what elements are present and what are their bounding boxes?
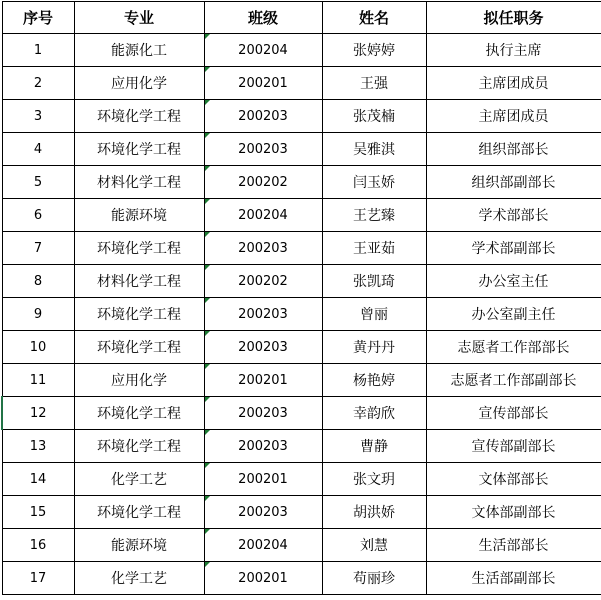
cell-major-text: 化学工艺 [111,571,167,587]
table-row [2,463,601,496]
table-body [2,34,601,595]
cell-seq-text: 14 [29,471,47,487]
cell-class[interactable] [204,232,322,265]
cell-class[interactable] [204,166,322,199]
cell-major-text: 能源化工 [111,43,167,59]
cell-class[interactable] [204,529,322,562]
cell-seq-text: 3 [33,108,43,124]
error-indicator-icon [205,562,210,567]
cell-major[interactable] [74,34,204,67]
cell-major-text: 材料化学工程 [97,274,181,290]
cell-major-text: 材料化学工程 [97,175,181,191]
cell-role[interactable] [426,430,601,463]
cell-class-text: 200202 [238,273,288,289]
cell-seq-text: 6 [33,207,43,223]
cell-seq-text: 5 [33,174,43,190]
cell-class[interactable] [204,463,322,496]
cell-major[interactable] [74,331,204,364]
cell-seq-text: 10 [29,339,47,355]
cell-seq-text: 1 [33,42,43,58]
error-indicator-icon [205,496,210,501]
cell-major[interactable] [74,430,204,463]
cell-name-text: 黄丹丹 [353,340,395,356]
cell-seq[interactable] [2,232,74,265]
table-row [2,199,601,232]
cell-seq[interactable] [2,364,74,397]
cell-name[interactable] [322,232,426,265]
cell-major-text: 应用化学 [111,76,167,92]
cell-class[interactable] [204,265,322,298]
cell-seq[interactable] [2,67,74,100]
cell-seq[interactable] [2,199,74,232]
table-row [2,34,601,67]
header-name[interactable]: 姓名 [322,2,426,34]
cell-class[interactable] [204,331,322,364]
error-indicator-icon [205,529,210,534]
cell-seq-text: 7 [33,240,43,256]
cell-role[interactable] [426,529,601,562]
cell-seq-text: 15 [29,504,47,520]
header-seq[interactable]: 序号 [2,2,74,34]
cell-seq-text: 2 [33,75,43,91]
error-indicator-icon [205,298,210,303]
header-row [2,2,601,34]
cell-role-text: 组织部部长 [478,142,549,158]
cell-seq[interactable] [2,34,74,67]
cell-class-text: 200204 [238,537,288,553]
cell-name-text: 张凯琦 [353,274,395,290]
table-row [2,133,601,166]
cell-role[interactable] [426,364,601,397]
spreadsheet-table [1,1,601,595]
error-indicator-icon [205,397,210,402]
cell-seq-text: 11 [29,372,47,388]
cell-name[interactable] [322,34,426,67]
cell-role-text: 志愿者工作部副部长 [450,373,577,389]
cell-role-text: 文体部副部长 [471,505,556,521]
cell-class-text: 200201 [238,372,288,388]
cell-role-text: 生活部副部长 [471,571,556,587]
cell-name[interactable] [322,397,426,430]
cell-major-text: 环境化学工程 [97,340,181,356]
cell-major[interactable] [74,397,204,430]
cell-role-text: 学术部部长 [478,208,549,224]
cell-seq-text: 17 [29,570,47,586]
cell-role[interactable] [426,298,601,331]
cell-class[interactable] [204,496,322,529]
cell-role[interactable] [426,463,601,496]
cell-role[interactable] [426,199,601,232]
cell-major[interactable] [74,562,204,595]
cell-role[interactable] [426,232,601,265]
cell-name-text: 曾丽 [360,307,388,323]
cell-major[interactable] [74,199,204,232]
cell-name-text: 吴雅淇 [353,142,395,158]
table-row [2,430,601,463]
error-indicator-icon [205,232,210,237]
cell-name[interactable] [322,166,426,199]
cell-class[interactable] [204,133,322,166]
cell-role-text: 办公室主任 [478,274,549,290]
cell-seq-text: 9 [33,306,43,322]
cell-major-text: 环境化学工程 [97,109,181,125]
cell-seq[interactable] [2,265,74,298]
cell-major-text: 应用化学 [111,373,167,389]
cell-class-text: 200204 [238,42,288,58]
header-role[interactable]: 拟任职务 [426,2,601,34]
cell-major-text: 环境化学工程 [97,505,181,521]
cell-name-text: 王亚茹 [353,241,395,257]
cell-seq[interactable] [2,166,74,199]
cell-major-text: 环境化学工程 [97,142,181,158]
cell-major-text: 化学工艺 [111,472,167,488]
cell-role-text: 主席团成员 [478,76,549,92]
cell-major-text: 环境化学工程 [97,439,181,455]
cell-name-text: 王艺臻 [353,208,395,224]
cell-class[interactable] [204,430,322,463]
cell-class-text: 200203 [238,240,288,256]
cell-name[interactable] [322,133,426,166]
error-indicator-icon [205,100,210,105]
cell-seq-text: 8 [33,273,43,289]
cell-major[interactable] [74,529,204,562]
cell-name[interactable] [322,298,426,331]
cell-seq[interactable] [2,331,74,364]
cell-name[interactable] [322,364,426,397]
table-row [2,364,601,397]
table-row [2,529,601,562]
cell-class-text: 200203 [238,504,288,520]
table-row [2,298,601,331]
cell-major-text: 能源环境 [111,208,167,224]
cell-class[interactable] [204,199,322,232]
cell-class[interactable] [204,100,322,133]
table-row [2,100,601,133]
cell-seq-text: 13 [29,438,47,454]
cell-class-text: 200201 [238,570,288,586]
error-indicator-icon [205,166,210,171]
cell-name-text: 曹静 [360,439,388,455]
cell-seq[interactable] [2,100,74,133]
cell-role[interactable] [426,67,601,100]
cell-name-text: 张文玥 [353,472,395,488]
cell-name[interactable] [322,562,426,595]
cell-name[interactable] [322,529,426,562]
cell-role-text: 主席团成员 [478,109,549,125]
cell-role-text: 学术部副部长 [471,241,556,257]
cell-name-text: 闫玉娇 [353,175,395,191]
cell-seq-text: 4 [33,141,43,157]
cell-class-text: 200203 [238,306,288,322]
cell-role[interactable] [426,265,601,298]
cell-name-text: 张茂楠 [353,109,395,125]
cell-name-text: 王强 [360,76,388,92]
table-row [2,397,601,430]
cell-class[interactable] [204,562,322,595]
cell-seq[interactable] [2,463,74,496]
cell-class-text: 200203 [238,141,288,157]
table-row [2,67,601,100]
cell-major-text: 环境化学工程 [97,307,181,323]
cell-seq[interactable] [2,529,74,562]
cell-role[interactable] [426,397,601,430]
error-indicator-icon [205,199,210,204]
cell-name-text: 胡洪娇 [353,505,395,521]
cell-seq-text: 16 [29,537,47,553]
error-indicator-icon [205,430,210,435]
cell-seq-text: 12 [29,405,47,421]
cell-name-text: 张婷婷 [353,43,395,59]
error-indicator-icon [205,34,210,39]
cell-class-text: 200204 [238,207,288,223]
cell-class-text: 200203 [238,405,288,421]
cell-major[interactable] [74,265,204,298]
cell-major[interactable] [74,232,204,265]
header-major[interactable]: 专业 [74,2,204,34]
cell-seq[interactable] [2,298,74,331]
cell-name-text: 苟丽珍 [353,571,395,587]
cell-role-text: 志愿者工作部部长 [457,340,570,356]
cell-name-text: 刘慧 [360,538,388,554]
cell-class[interactable] [204,364,322,397]
cell-role[interactable] [426,562,601,595]
cell-name[interactable] [322,496,426,529]
cell-seq[interactable] [2,496,74,529]
cell-class-text: 200202 [238,174,288,190]
cell-major-text: 环境化学工程 [97,406,181,422]
cell-name[interactable] [322,265,426,298]
cell-class-text: 200203 [238,339,288,355]
cell-major[interactable] [74,67,204,100]
cell-major[interactable] [74,133,204,166]
cell-role-text: 组织部副部长 [471,175,556,191]
error-indicator-icon [205,331,210,336]
table-row [2,331,601,364]
cell-major[interactable] [74,496,204,529]
cell-name[interactable] [322,199,426,232]
error-indicator-icon [205,364,210,369]
cell-role[interactable] [426,100,601,133]
cell-class[interactable] [204,34,322,67]
cell-class-text: 200201 [238,471,288,487]
cell-name-text: 幸韵欣 [353,406,395,422]
cell-role-text: 宣传部部长 [478,406,549,422]
error-indicator-icon [205,265,210,270]
cell-role[interactable] [426,496,601,529]
table-row [2,496,601,529]
cell-major-text: 环境化学工程 [97,241,181,257]
cell-major[interactable] [74,364,204,397]
cell-class-text: 200201 [238,75,288,91]
cell-name[interactable] [322,100,426,133]
cell-major[interactable] [74,298,204,331]
cell-name[interactable] [322,67,426,100]
table-row [2,232,601,265]
cell-role[interactable] [426,166,601,199]
cell-seq[interactable] [2,562,74,595]
table-row [2,562,601,595]
error-indicator-icon [205,67,210,72]
table-row [2,166,601,199]
cell-seq[interactable] [2,430,74,463]
cell-seq[interactable] [2,397,74,430]
cell-major[interactable] [74,463,204,496]
cell-seq[interactable] [2,133,74,166]
cell-role[interactable] [426,331,601,364]
cell-name[interactable] [322,463,426,496]
cell-role-text: 执行主席 [485,43,542,59]
cell-class-text: 200203 [238,438,288,454]
cell-role-text: 宣传部副部长 [471,439,556,455]
cell-class[interactable] [204,298,322,331]
cell-class-text: 200203 [238,108,288,124]
cell-name-text: 杨艳婷 [353,373,395,389]
header-class[interactable]: 班级 [204,2,322,34]
cell-role-text: 办公室副主任 [471,307,556,323]
error-indicator-icon [205,463,210,468]
cell-class[interactable] [204,67,322,100]
cell-role-text: 文体部部长 [478,472,549,488]
cell-name[interactable] [322,331,426,364]
cell-role-text: 生活部部长 [478,538,549,554]
error-indicator-icon [205,133,210,138]
cell-name[interactable] [322,430,426,463]
cell-major[interactable] [74,166,204,199]
cell-role[interactable] [426,34,601,67]
cell-major-text: 能源环境 [111,538,167,554]
cell-major[interactable] [74,100,204,133]
cell-role[interactable] [426,133,601,166]
cell-class[interactable] [204,397,322,430]
table-row [2,265,601,298]
